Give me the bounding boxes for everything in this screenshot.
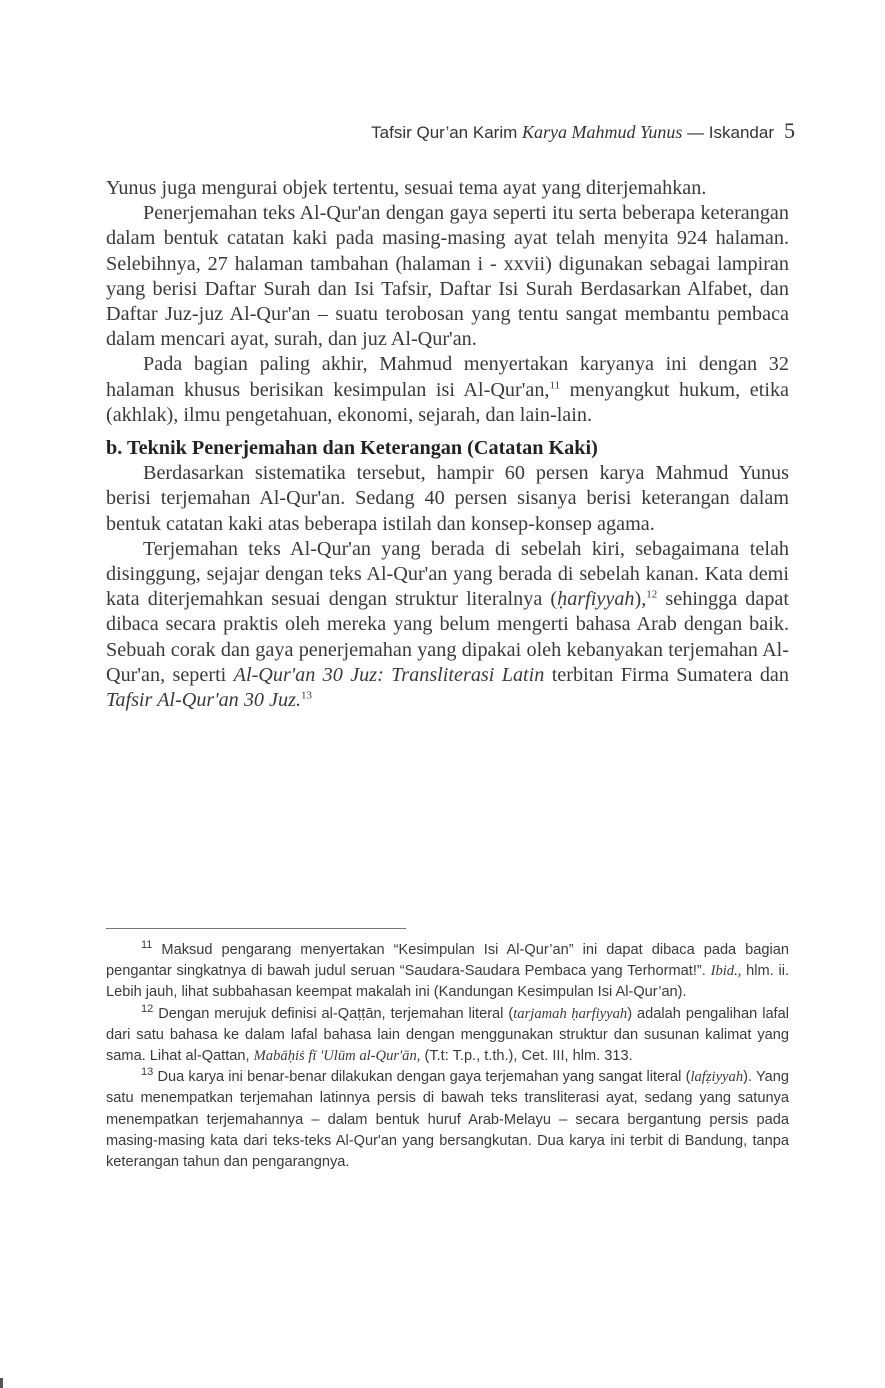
paragraph-1: Yunus juga mengurai objek tertentu, sesuai tema ayat yang diterjemahkan.	[106, 177, 707, 199]
paragraph-5-text-d: terbitan Firma Sumatera dan	[544, 663, 789, 686]
footnote-11-text-b: hlm. ii. Lebih jauh, lihat subbahasan keempat makalah ini (Kandungan Kesimpulan Isi Al-Qur’an).	[106, 963, 789, 1001]
paragraph-5-italic-3: Tafsir Al-Qur'an 30 Juz.	[106, 689, 302, 712]
footnote-11-number: 11	[141, 939, 153, 952]
paragraph-3-text-a: Pada bagian paling akhir, Mahmud menyertakan karyanya ini dengan 32 halaman khusus berisikan kesimpulan isi Al-Qur'an,	[106, 353, 789, 401]
footnote-11-text-a: Maksud pengarang menyertakan “Kesimpulan Isi Al-Qur’an” ini dapat dibaca pada bagian pengantar singkatnya di bawah judul seruan “Saudara-Saudara Pembaca yang Terhormat!”.	[106, 942, 789, 980]
footnote-ref-13: 13	[301, 689, 313, 702]
footnote-13-number: 13	[141, 1066, 154, 1079]
footnote-11	[106, 940, 789, 1004]
footnote-12-italic-2: Mabāḥiṡ fī 'Ulūm al-Qur'ān,	[253, 1048, 421, 1065]
footnote-12-italic-1: tarjamah ḥarfiyyah	[513, 1005, 628, 1022]
footnote-separator	[106, 928, 406, 929]
footnote-13	[106, 1067, 789, 1173]
running-header	[371, 118, 795, 144]
paragraph-5	[106, 537, 789, 713]
scan-edge-mark	[0, 1378, 3, 1388]
section-heading: b. Teknik Penerjemahan dan Keterangan (Catatan Kaki)	[106, 437, 598, 460]
header-title-pre: Tafsir Qur’an Karim	[371, 123, 522, 142]
footnote-13-italic: lafẓiyyah	[690, 1069, 744, 1086]
paragraph-3-text-b: menyangkut hukum, etika (akhlak), ilmu pengetahuan, ekonomi, sejarah, dan lain-lain.	[106, 378, 789, 426]
paragraph-3	[106, 352, 789, 428]
footnote-13-text-a: Dua karya ini benar-benar dilakukan dengan gaya terjemahan yang sangat literal (	[153, 1069, 691, 1086]
paragraph-5-italic-1: ḥarfiyyah	[557, 588, 635, 611]
header-title-italic: Karya Mahmud Yunus	[521, 122, 683, 142]
footnote-11-italic: Ibid.,	[710, 963, 742, 980]
footnote-ref-11: 11	[549, 378, 561, 391]
footnotes	[106, 940, 789, 1173]
main-text	[106, 176, 789, 713]
header-title-post: — Iskandar	[682, 123, 774, 142]
paragraph-5-italic-2: Al-Qur'an 30 Juz: Transliterasi Latin	[233, 663, 545, 686]
footnote-ref-12: 12	[646, 588, 658, 601]
footnote-12-text-a: Dengan merujuk definisi al-Qaṭṭān, terjemahan literal (	[153, 1005, 514, 1022]
footnote-13-text-b: ). Yang satu menempatkan terjemahan latinnya persis di bawah teks transliterasi ayat, sedang yang satunya menempatkan terjemahannya – dalam bentuk huruf Arab-Melayu – secara bergantung persis pada masing-masing kata dari teks-teks Al-Qur'an yang bersangkutan. Dua karya ini terbit di Bandung, tanpa keterangan tahun dan pengarangnya.	[106, 1069, 789, 1171]
paragraph-5-text-a: Terjemahan teks Al-Qur'an yang berada di sebelah kiri, sebagaimana telah disinggung, sejajar dengan teks Al-Qur'an yang berada di sebelah kanan. Kata demi kata diterjemahkan sesuai dengan struktur literalnya (	[106, 537, 789, 611]
footnote-12	[106, 1004, 789, 1068]
paragraph-4: Berdasarkan sistematika tersebut, hampir 60 persen karya Mahmud Yunus berisi terjemahan Al-Qur'an. Sedang 40 persen sisanya berisi keterangan dalam bentuk catatan kaki atas beberapa istilah dan konsep-konsep agama.	[106, 462, 789, 535]
paragraph-5-text-b: ),	[634, 588, 647, 611]
paragraph-2: Penerjemahan teks Al-Qur'an dengan gaya seperti itu serta beberapa keterangan dalam bentuk catatan kaki pada masing-masing ayat telah menyita 924 halaman. Selebihnya, 27 halaman tambahan (halaman i - xxvii) digunakan sebagai lampiran yang berisi Daftar Surah dan Isi Tafsir, Daftar Isi Surah Berdasarkan Alfabet, dan Daftar Juz-juz Al-Qur'an – suatu terobosan yang tentu sangat membantu pembaca dalam mencari ayat, surah, dan juz Al-Qur'an.	[106, 202, 789, 351]
paragraph-5-text-c: sehingga dapat dibaca secara praktis oleh mereka yang belum mengerti bahasa Arab dengan baik. Sebuah corak dan gaya penerjemahan yang dipakai oleh kebanyakan terjemahan Al-Qur'an, seperti	[106, 588, 789, 686]
page-number: 5	[784, 118, 795, 143]
footnote-12-text-b: ) adalah pengalihan lafal dari satu bahasa ke dalam lafal bahasa lain dengan menggunakan struktur dan susunan kalimat yang sama. Lihat al-Qattan,	[106, 1005, 789, 1065]
footnote-12-number: 12	[141, 1002, 154, 1015]
footnote-12-text-c: (T.t: T.p., t.th.), Cet. III, hlm. 313.	[420, 1048, 633, 1065]
